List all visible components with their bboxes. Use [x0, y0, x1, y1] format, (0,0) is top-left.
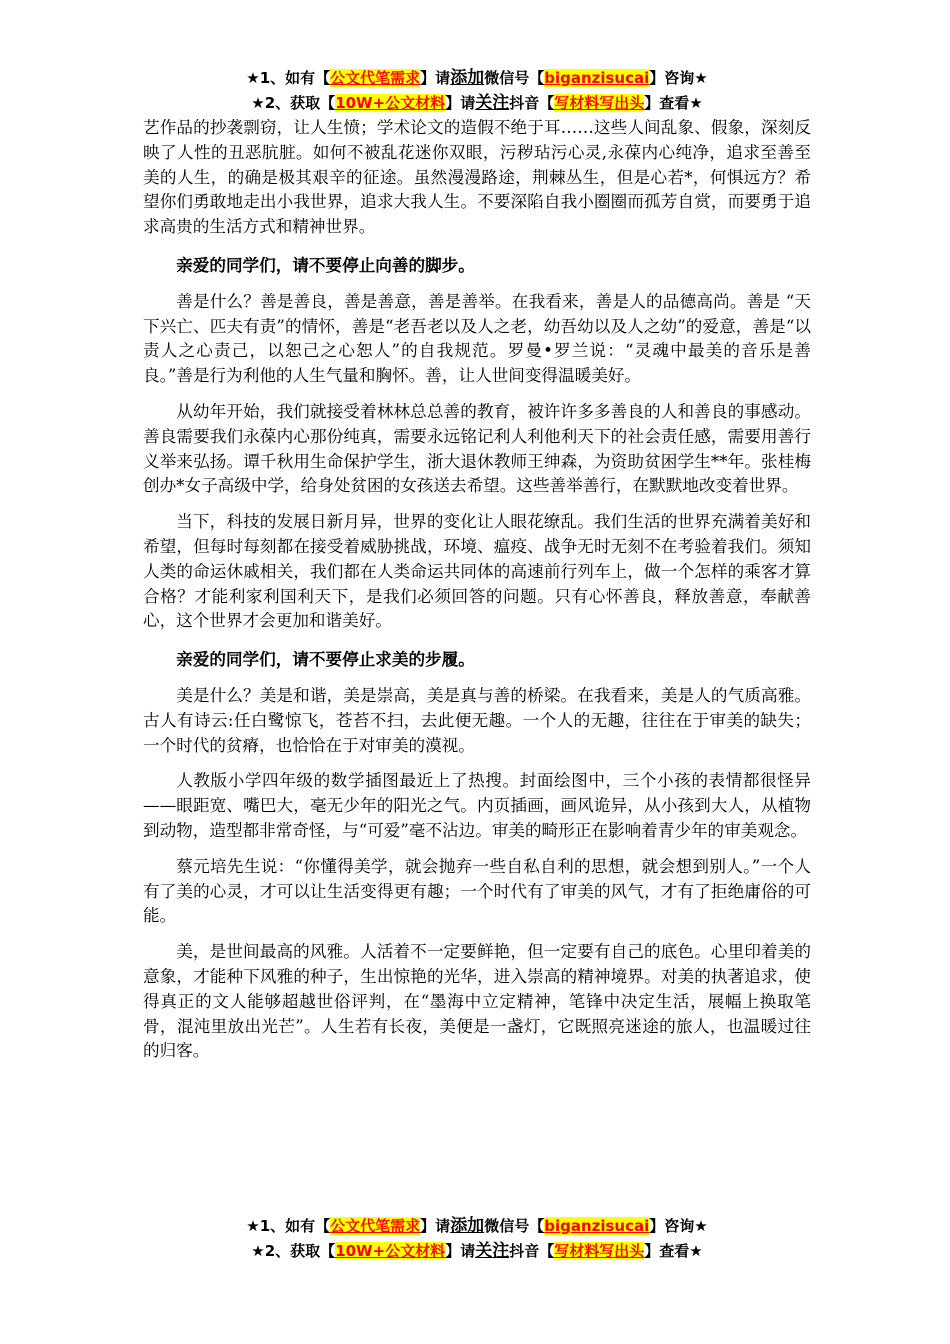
promo-wechat-id[interactable]: biganzisucai: [544, 1217, 650, 1235]
promo-underline-add: 添加: [450, 1216, 485, 1236]
promo-line-2: ★2、获取【10W+公文材料】请关注抖音【写材料写出头】查看★: [251, 93, 703, 113]
promo-highlight-materials: 10W+公文材料: [335, 1242, 446, 1260]
section-heading-goodness: 亲爱的同学们，请不要停止向善的脚步。: [176, 255, 475, 275]
promo-highlight-ghostwriting: 公文代笔需求: [330, 1217, 421, 1235]
promo-banner-bottom: [143, 1214, 811, 1264]
paragraph-goodness-2: 从幼年开始，我们就接受着林林总总善的教育，被许许多多善良的人和善良的事感动。善良需要我们永葆内心那份纯真，需要永远铭记利人利他利天下的社会责任感，需要用善行义举来弘扬。谭千秋用生命保护学生，浙大退休教师王绅森，为资助贫困学生**年。张桂梅创办*女子高级中学，给身处贫困的女孩送去希望。这些善举善行，在默默地改变着世界。: [143, 401, 811, 496]
paragraph-goodness-3: 当下，科技的发展日新月异，世界的变化让人眼花缭乱。我们生活的世界充满着美好和希望，但每时每刻都在接受着威胁挑战，环境、瘟疫、战争无时无刻不在考验着我们。须知人类的命运休戚相关，我们都在人类命运共同体的高速前行列车上，做一个怎样的乘客才算合格？才能利家利国利天下，是我们必须回答的问题。只有心怀善良，释放善意，奉献善心，这个世界才会更加和谐美好。: [143, 512, 811, 631]
promo-douyin-account[interactable]: 写材料写出头: [554, 94, 645, 112]
promo-underline-add: 添加: [450, 68, 485, 88]
promo-wechat-id[interactable]: biganzisucai: [544, 69, 650, 87]
paragraph-beauty-1: 美是什么？美是和谐，美是崇高，美是真与善的桥梁。在我看来，美是人的气质高雅。古人有诗云:任白鹭惊飞，苍苔不扫，去此便无趣。一个人的无趣，往往在于审美的缺失；一个时代的贫瘠，也恰恰在于对审美的漠视。: [143, 685, 811, 755]
promo-line-2: ★2、获取【10W+公文材料】请关注抖音【写材料写出头】查看★: [251, 1241, 703, 1261]
promo-banner-top: [143, 66, 811, 116]
paragraph-beauty-2: 人教版小学四年级的数学插图最近上了热搜。封面绘图中，三个小孩的表情都很怪异——眼距宽、嘴巴大，毫无少年的阳光之气。内页插画，画风诡异，从小孩到大人，从植物到动物，造型都非常奇怪，与“可爱”毫不沾边。审美的畸形正在影响着青少年的审美观念。: [143, 771, 811, 840]
paragraph-beauty-4: 美，是世间最高的风雅。人活着不一定要鲜艳，但一定要有自己的底色。心里印着美的意象，才能种下风雅的种子，生出惊艳的光华，进入崇高的精神境界。对美的执著追求，使得真正的文人能够超越世俗评判，在“墨海中立定精神，笔锋中决定生活，展幅上换取笔骨，混沌里放出光芒”。人生若有长夜，美便是一盏灯，它既照亮迷途的旅人，也温暖过往的归客。: [143, 942, 811, 1061]
promo-highlight-ghostwriting: 公文代笔需求: [330, 69, 421, 87]
promo-underline-follow: 关注: [475, 1241, 510, 1261]
document-page: [143, 66, 811, 1064]
promo-highlight-materials: 10W+公文材料: [335, 94, 446, 112]
promo-line-1: ★1、如有【公文代笔需求】请添加微信号【biganzisucai】咨询★: [246, 1216, 708, 1236]
promo-underline-follow: 关注: [475, 93, 510, 113]
paragraph-goodness-1: 善是什么？善是善良，善是善意，善是善举。在我看来，善是人的品德高尚。善是 “天下兴亡、匹夫有责”的情怀，善是“老吾老以及人之老，幼吾幼以及人之幼”的爱意，善是“以责人之心责己，以恕己之心恕人”的自我规范。罗曼•罗兰说：“灵魂中最美的音乐是善良。”善是行为利他的人生气量和胸怀。善，让人世间变得温暖美好。: [143, 291, 811, 386]
paragraph-beauty-3: 蔡元培先生说：“你懂得美学，就会抛弃一些自私自利的思想，就会想到别人。”一个人有了美的心灵，才可以让生活变得更有趣；一个时代有了审美的风气，才有了拒绝庸俗的可能。: [143, 856, 811, 926]
paragraph-intro: 艺作品的抄袭剽窃，让人生愤；学术论文的造假不绝于耳……这些人间乱象、假象，深刻反映了人性的丑恶肮脏。如何不被乱花迷你双眼，污秽玷污心灵,永葆内心纯净，追求至善至美的人生，的确是极其艰辛的征途。虽然漫漫路途，荆棘丛生，但是心若*，何惧远方？希望你们勇敢地走出小我世界，追求大我人生。不要深陷自我小圈圈而孤芳自赏，而要勇于追求高贵的生活方式和精神世界。: [143, 118, 811, 237]
section-heading-beauty: 亲爱的同学们，请不要停止求美的步履。: [176, 650, 475, 670]
promo-douyin-account[interactable]: 写材料写出头: [554, 1242, 645, 1260]
promo-line-1: ★1、如有【公文代笔需求】请添加微信号【biganzisucai】咨询★: [246, 68, 708, 88]
